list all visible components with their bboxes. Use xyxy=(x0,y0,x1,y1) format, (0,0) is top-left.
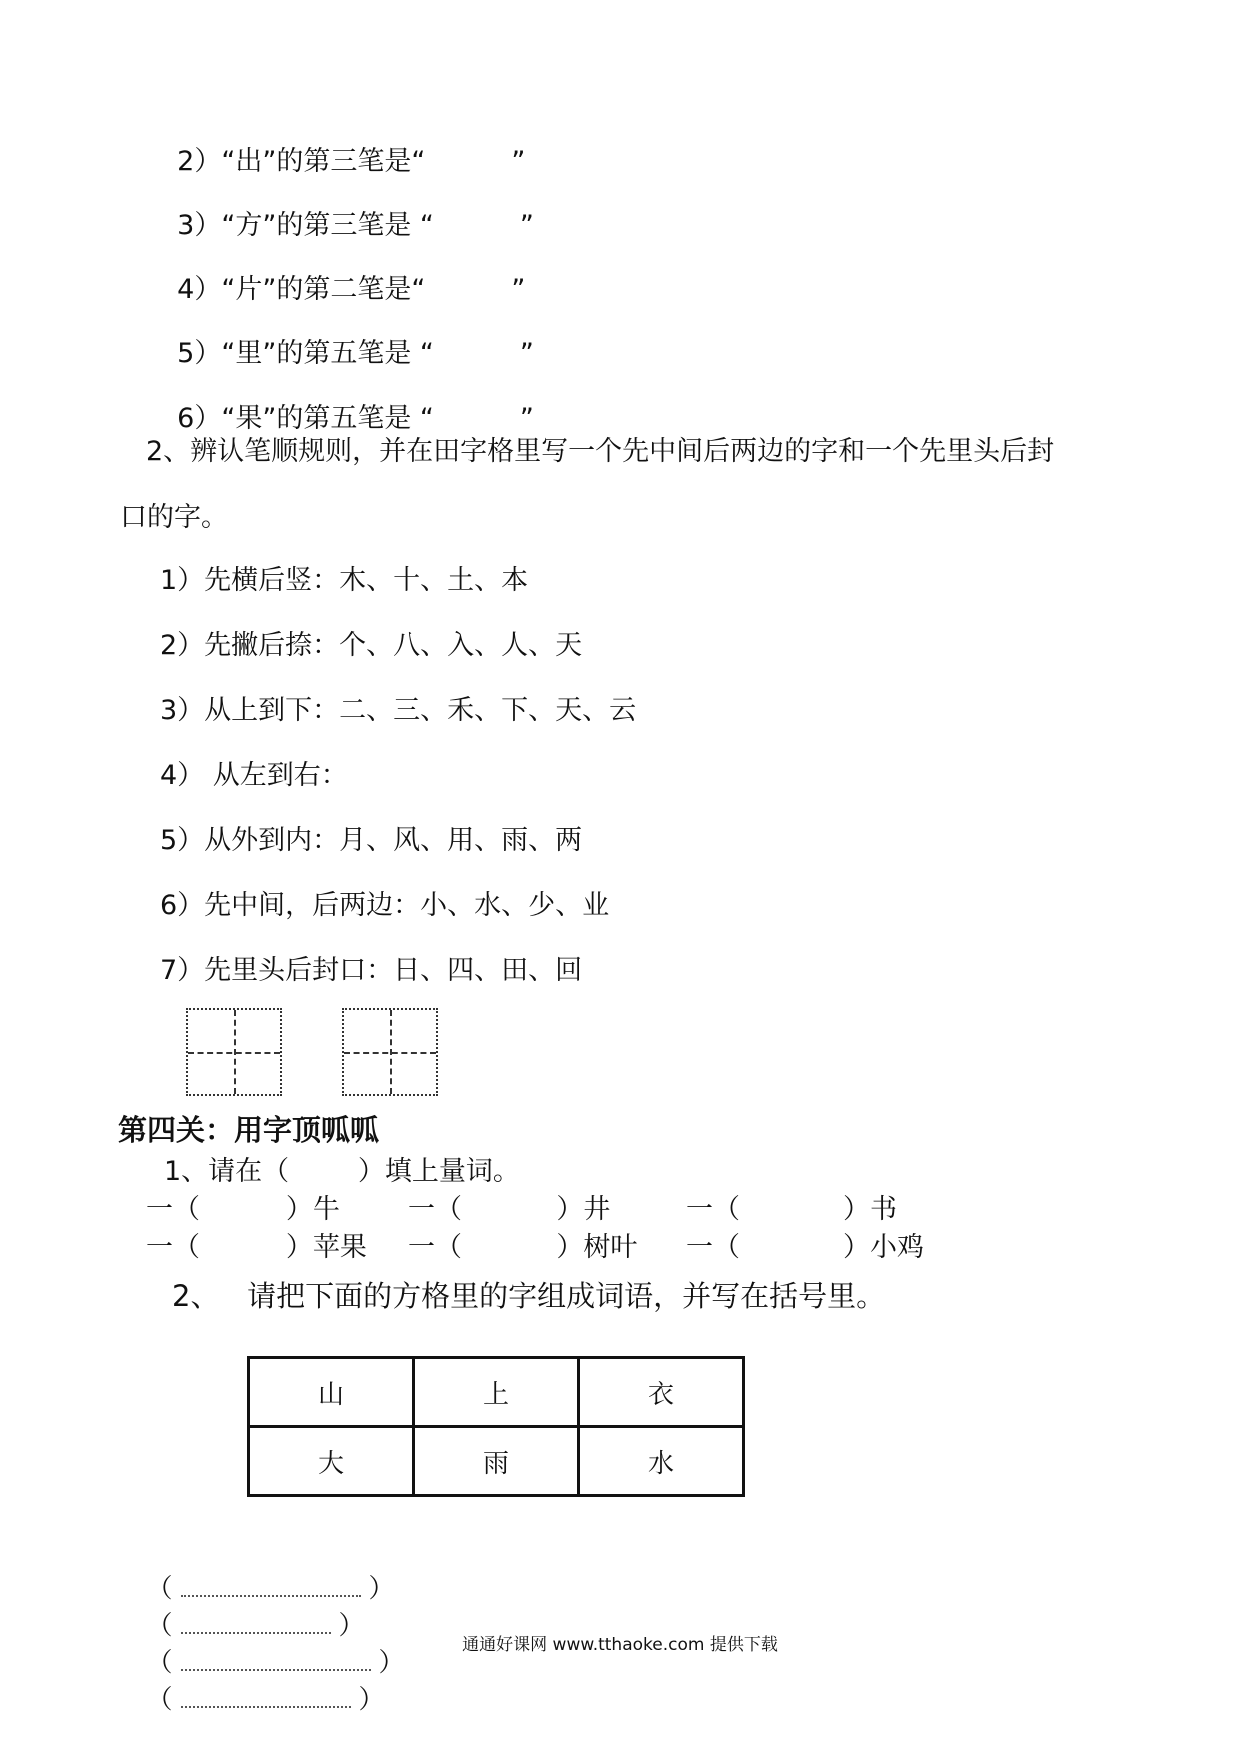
section-title: 第四关：用字顶呱呱 xyxy=(118,1113,380,1147)
measure-word-item[interactable]: 一（ ）小鸡 xyxy=(686,1232,924,1263)
measure-word-item[interactable]: 一（ ）书 xyxy=(686,1194,897,1225)
question-number: 6） xyxy=(177,403,222,434)
question-number: 5） xyxy=(177,338,222,369)
measure-word-item[interactable]: 一（ ）井 xyxy=(408,1194,611,1225)
stroke-question xyxy=(160,108,525,180)
question-text: “方”的第三笔是 “ xyxy=(221,210,434,241)
table-row xyxy=(249,1358,744,1427)
grid-cell: 雨 xyxy=(414,1427,579,1496)
table-row xyxy=(249,1427,744,1496)
question-text: “片”的第二笔是“ xyxy=(221,274,426,305)
stroke-question xyxy=(160,236,525,308)
stroke-question xyxy=(160,172,534,244)
answer-blank[interactable] xyxy=(181,1655,371,1671)
open-paren: （ xyxy=(146,1648,173,1678)
close-paren: ） xyxy=(338,1611,365,1641)
measure-word-item[interactable]: 一（ ）苹果 xyxy=(146,1232,367,1263)
question-text: “果”的第五笔是 “ xyxy=(221,403,434,434)
character-grid xyxy=(247,1356,745,1497)
measure-word-item[interactable]: 一（ ）牛 xyxy=(146,1194,340,1225)
question-number: 3） xyxy=(177,210,222,241)
section4-q1: 1、请在（ ）填上量词。 xyxy=(164,1156,520,1187)
question-number: 4） xyxy=(177,274,222,305)
rule-item: 1）先横后竖：木、十、土、本 xyxy=(160,565,529,596)
question-text: “出”的第三笔是“ xyxy=(221,146,426,177)
rule-item: 3）从上到下：二、三、禾、下、天、云 xyxy=(160,695,637,726)
quote-end: ” xyxy=(511,146,526,177)
quote-end: ” xyxy=(511,274,526,305)
measure-word-item[interactable]: 一（ ）树叶 xyxy=(408,1232,638,1263)
section4-q2: 2、 请把下面的方格里的字组成词语，并写在括号里。 xyxy=(172,1279,886,1313)
quote-end: ” xyxy=(519,403,534,434)
quote-end: ” xyxy=(519,338,534,369)
answer-blank[interactable] xyxy=(181,1581,361,1597)
question-2-line1: 2、辨认笔顺规则，并在田字格里写一个先中间后两边的字和一个先里头后封 xyxy=(146,436,1055,467)
grid-cell: 衣 xyxy=(579,1358,744,1427)
stroke-question xyxy=(160,365,534,437)
rule-item: 6）先中间，后两边：小、水、少、业 xyxy=(160,890,610,921)
tianzige-box-middle-first[interactable] xyxy=(186,1008,282,1096)
close-paren: ） xyxy=(378,1648,405,1678)
rule-item: 4） 从左到右： xyxy=(160,760,348,791)
rule-item: 5）从外到内：月、风、用、雨、两 xyxy=(160,825,583,856)
question-number: 2） xyxy=(177,146,222,177)
question-2-line2: 口的字。 xyxy=(120,502,228,533)
grid-cell: 上 xyxy=(414,1358,579,1427)
grid-cell: 大 xyxy=(249,1427,414,1496)
grid-guide-horizontal xyxy=(188,1052,280,1054)
tianzige-box-inside-first[interactable] xyxy=(342,1008,438,1096)
question-text: “里”的第五笔是 “ xyxy=(221,338,434,369)
answer-blank[interactable] xyxy=(181,1692,351,1708)
answer-blanks-row xyxy=(130,1538,405,1716)
rule-item: 7）先里头后封口：日、四、田、回 xyxy=(160,955,583,986)
rule-item: 2）先撇后捺：个、八、入、人、天 xyxy=(160,630,583,661)
grid-guide-horizontal xyxy=(344,1052,436,1054)
close-paren: ） xyxy=(368,1574,395,1604)
close-paren: ） xyxy=(358,1685,385,1715)
stroke-question xyxy=(160,300,534,372)
footer-source: 通通好课网 www.tthaoke.com 提供下载 xyxy=(462,1635,778,1655)
quote-end: ” xyxy=(519,210,534,241)
open-paren: （ xyxy=(146,1574,173,1604)
grid-cell: 山 xyxy=(249,1358,414,1427)
grid-cell: 水 xyxy=(579,1427,744,1496)
open-paren: （ xyxy=(146,1611,173,1641)
open-paren: （ xyxy=(146,1685,173,1715)
